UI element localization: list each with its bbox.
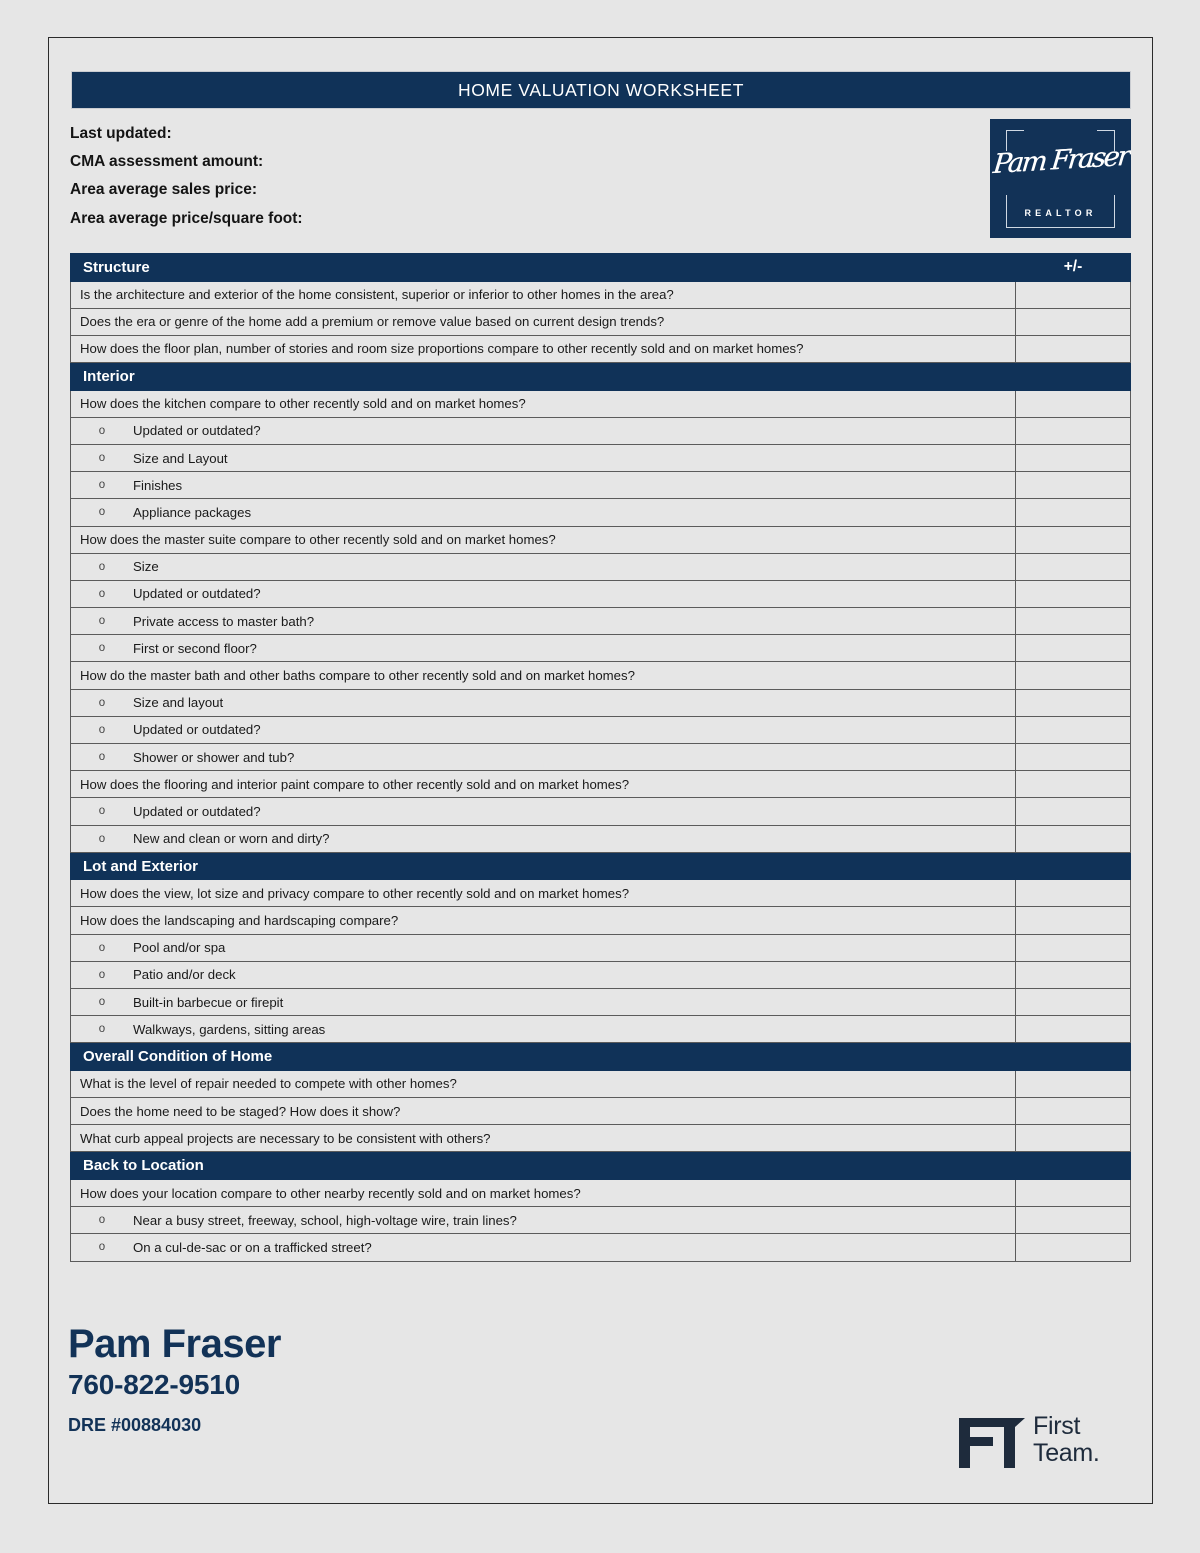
sub-item-label: Built-in barbecue or firepit [133,994,284,1010]
sub-item-wrap [71,586,1015,601]
sub-item-cell [71,472,1016,499]
sub-item-cell [71,716,1016,743]
sub-item-wrap [71,695,1015,710]
question-label: Does the home need to be staged? How does it show? [71,1098,1016,1125]
sub-item-wrap [71,614,1015,629]
sub-item-label: Shower or shower and tub? [133,749,295,765]
sub-item-label: On a cul-de-sac or on a trafficked street? [133,1239,372,1255]
sub-item-row [71,1234,1131,1261]
section-plusminus-cell [1016,363,1131,391]
summary-field-2[interactable]: Area average sales price: [70,181,257,199]
circle-bullet-icon: o [98,996,106,1009]
section-header-row [71,852,1131,880]
plusminus-input-cell[interactable] [1016,1207,1131,1234]
circle-bullet-icon: o [98,723,106,736]
plusminus-input-cell[interactable] [1016,662,1131,689]
first-team-logo [959,1410,1119,1476]
sub-item-row [71,934,1131,961]
circle-bullet-icon: o [98,941,106,954]
plusminus-input-cell[interactable] [1016,390,1131,417]
sub-item-cell [71,1234,1016,1261]
plusminus-input-cell[interactable] [1016,635,1131,662]
sub-item-wrap [71,940,1015,955]
plusminus-input-cell[interactable] [1016,1098,1131,1125]
sub-item-wrap [71,451,1015,466]
sub-item-cell [71,798,1016,825]
sub-item-row [71,798,1131,825]
circle-bullet-icon: o [98,479,106,492]
plusminus-input-cell[interactable] [1016,934,1131,961]
circle-bullet-icon: o [98,1241,106,1254]
summary-fields [70,120,770,233]
sub-item-row [71,472,1131,499]
sub-item-row [71,689,1131,716]
sub-item-row [71,989,1131,1016]
sub-item-row [71,553,1131,580]
plusminus-input-cell[interactable] [1016,472,1131,499]
sub-item-wrap [71,423,1015,438]
question-label: How does the kitchen compare to other recently sold and on market homes? [71,390,1016,417]
sub-item-row [71,417,1131,444]
circle-bullet-icon: o [98,424,106,437]
plusminus-input-cell[interactable] [1016,553,1131,580]
sub-item-wrap [71,722,1015,737]
section-title: Lot and Exterior [71,852,1016,880]
sub-item-label: Walkways, gardens, sitting areas [133,1021,326,1037]
plusminus-input-cell[interactable] [1016,771,1131,798]
plusminus-input-cell[interactable] [1016,880,1131,907]
plusminus-input-cell[interactable] [1016,744,1131,771]
plusminus-input-cell[interactable] [1016,281,1131,308]
question-label: How does the floor plan, number of stories and room size proportions compare to other recently sold and on market homes? [71,335,1016,362]
sub-item-wrap [71,804,1015,819]
section-title: Interior [71,363,1016,391]
plusminus-input-cell[interactable] [1016,1125,1131,1152]
sub-item-row [71,716,1131,743]
question-label: How does your location compare to other nearby recently sold and on market homes? [71,1179,1016,1206]
sub-item-cell [71,989,1016,1016]
plusminus-input-cell[interactable] [1016,798,1131,825]
question-label: How does the master suite compare to other recently sold and on market homes? [71,526,1016,553]
logo-realtor-text: REALTOR [1024,208,1097,218]
question-row [71,308,1131,335]
first-team-wordmark [1033,1413,1100,1467]
section-header-row [71,1043,1131,1071]
sub-item-label: New and clean or worn and dirty? [133,831,330,847]
sub-item-wrap [71,641,1015,656]
sub-item-row [71,608,1131,635]
question-row [71,907,1131,934]
sub-item-wrap [71,505,1015,520]
sub-item-row [71,635,1131,662]
section-title: Structure [71,254,1016,282]
sub-item-cell [71,744,1016,771]
section-title: Back to Location [71,1152,1016,1180]
circle-bullet-icon: o [98,560,106,573]
sub-item-row [71,580,1131,607]
sub-item-label: Updated or outdated? [133,803,261,819]
plusminus-input-cell[interactable] [1016,716,1131,743]
question-row [71,880,1131,907]
plusminus-input-cell[interactable] [1016,499,1131,526]
circle-bullet-icon: o [98,615,106,628]
question-row [71,1125,1131,1152]
question-label: What curb appeal projects are necessary to be consistent with others? [71,1125,1016,1152]
plusminus-input-cell[interactable] [1016,444,1131,471]
sub-item-label: Private access to master bath? [133,613,315,629]
sub-item-wrap [71,559,1015,574]
sub-item-cell [71,934,1016,961]
question-label: How do the master bath and other baths compare to other recently sold and on market homes? [71,662,1016,689]
sub-item-cell [71,1207,1016,1234]
question-row [71,281,1131,308]
question-label: How does the landscaping and hardscaping compare? [71,907,1016,934]
question-label: How does the view, lot size and privacy compare to other recently sold and on market homes? [71,880,1016,907]
sub-item-cell [71,608,1016,635]
sub-item-cell [71,825,1016,852]
question-row [71,335,1131,362]
circle-bullet-icon: o [98,506,106,519]
plusminus-input-cell[interactable] [1016,1070,1131,1097]
agent-contact-block [68,1322,281,1442]
sub-item-label: Updated or outdated? [133,423,261,439]
sub-item-label: Pool and/or spa [133,940,226,956]
sub-item-wrap [71,478,1015,493]
sub-item-wrap [71,995,1015,1010]
plusminus-input-cell[interactable] [1016,989,1131,1016]
plusminus-input-cell[interactable] [1016,417,1131,444]
plusminus-input-cell[interactable] [1016,308,1131,335]
plusminus-input-cell[interactable] [1016,961,1131,988]
worksheet-body [71,254,1131,1262]
question-label: Is the architecture and exterior of the home consistent, superior or inferior to other homes in the area? [71,281,1016,308]
circle-bullet-icon: o [98,696,106,709]
sub-item-cell [71,689,1016,716]
plusminus-input-cell[interactable] [1016,335,1131,362]
question-row [71,1098,1131,1125]
sub-item-row [71,1016,1131,1043]
question-row [71,771,1131,798]
circle-bullet-icon: o [98,642,106,655]
sub-item-wrap [71,831,1015,846]
plusminus-input-cell[interactable] [1016,526,1131,553]
circle-bullet-icon: o [98,587,106,600]
sub-item-label: Size and layout [133,695,224,711]
valuation-worksheet-table [70,253,1131,1262]
sub-item-row [71,961,1131,988]
plusminus-column-header: +/- [1016,254,1131,282]
circle-bullet-icon: o [98,805,106,818]
plusminus-input-cell[interactable] [1016,1234,1131,1261]
sub-item-row [71,744,1131,771]
question-row [71,662,1131,689]
sub-item-label: Finishes [133,477,183,493]
section-title: Overall Condition of Home [71,1043,1016,1071]
plusminus-input-cell[interactable] [1016,907,1131,934]
section-header-row [71,254,1131,282]
circle-bullet-icon: o [98,452,106,465]
circle-bullet-icon: o [98,751,106,764]
plusminus-input-cell[interactable] [1016,580,1131,607]
sub-item-wrap [71,750,1015,765]
sub-item-cell [71,961,1016,988]
ft-monogram-icon [959,1418,1025,1473]
plusminus-input-cell[interactable] [1016,1179,1131,1206]
sub-item-label: Near a busy street, freeway, school, high-voltage wire, train lines? [133,1212,517,1228]
sub-item-wrap [71,1240,1015,1255]
worksheet-page [48,37,1153,1504]
agent-phone[interactable]: 760-822-9510 [68,1369,240,1400]
brand-line-2: Team. [1033,1439,1100,1467]
sub-item-wrap [71,1022,1015,1037]
sub-item-row [71,825,1131,852]
sub-item-cell [71,635,1016,662]
page-title-band [71,71,1131,109]
pam-fraser-logo [990,119,1131,238]
plusminus-input-cell[interactable] [1016,608,1131,635]
sub-item-label: Appliance packages [133,504,252,520]
plusminus-input-cell[interactable] [1016,1016,1131,1043]
sub-item-label: Updated or outdated? [133,586,261,602]
question-row [71,526,1131,553]
brand-line-1: First [1033,1412,1081,1440]
page-title: HOME VALUATION WORKSHEET [457,79,744,100]
question-label: What is the level of repair needed to compete with other homes? [71,1070,1016,1097]
sub-item-cell [71,499,1016,526]
plusminus-input-cell[interactable] [1016,689,1131,716]
sub-item-cell [71,1016,1016,1043]
sub-item-cell [71,553,1016,580]
sub-item-cell [71,580,1016,607]
question-row [71,390,1131,417]
logo-signature-text: Pam Fraser [991,140,1130,181]
sub-item-cell [71,444,1016,471]
sub-item-label: Updated or outdated? [133,722,261,738]
agent-dre-number: DRE #00884030 [68,1415,202,1435]
sub-item-row [71,444,1131,471]
section-plusminus-cell [1016,1043,1131,1071]
plusminus-input-cell[interactable] [1016,825,1131,852]
question-row [71,1179,1131,1206]
question-label: How does the flooring and interior paint compare to other recently sold and on market homes? [71,771,1016,798]
sub-item-row [71,499,1131,526]
summary-field-3[interactable]: Area average price/square foot: [70,209,303,227]
sub-item-cell [71,417,1016,444]
agent-name: Pam Fraser [68,1322,281,1366]
section-header-row [71,1152,1131,1180]
section-header-row [71,363,1131,391]
sub-item-label: Patio and/or deck [133,967,236,983]
circle-bullet-icon: o [98,1023,106,1036]
sub-item-wrap [71,967,1015,982]
question-label: Does the era or genre of the home add a premium or remove value based on current design trends? [71,308,1016,335]
sub-item-wrap [71,1213,1015,1228]
sub-item-label: Size [133,559,159,575]
logo-frame-gap-top [1024,128,1097,133]
section-plusminus-cell [1016,852,1131,880]
sub-item-label: Size and Layout [133,450,228,466]
circle-bullet-icon: o [98,832,106,845]
section-plusminus-cell [1016,1152,1131,1180]
question-row [71,1070,1131,1097]
circle-bullet-icon: o [98,968,106,981]
sub-item-row [71,1207,1131,1234]
summary-field-1[interactable]: CMA assessment amount: [70,153,264,171]
summary-field-0[interactable]: Last updated: [70,125,172,142]
sub-item-label: First or second floor? [133,640,257,656]
circle-bullet-icon: o [98,1214,106,1227]
